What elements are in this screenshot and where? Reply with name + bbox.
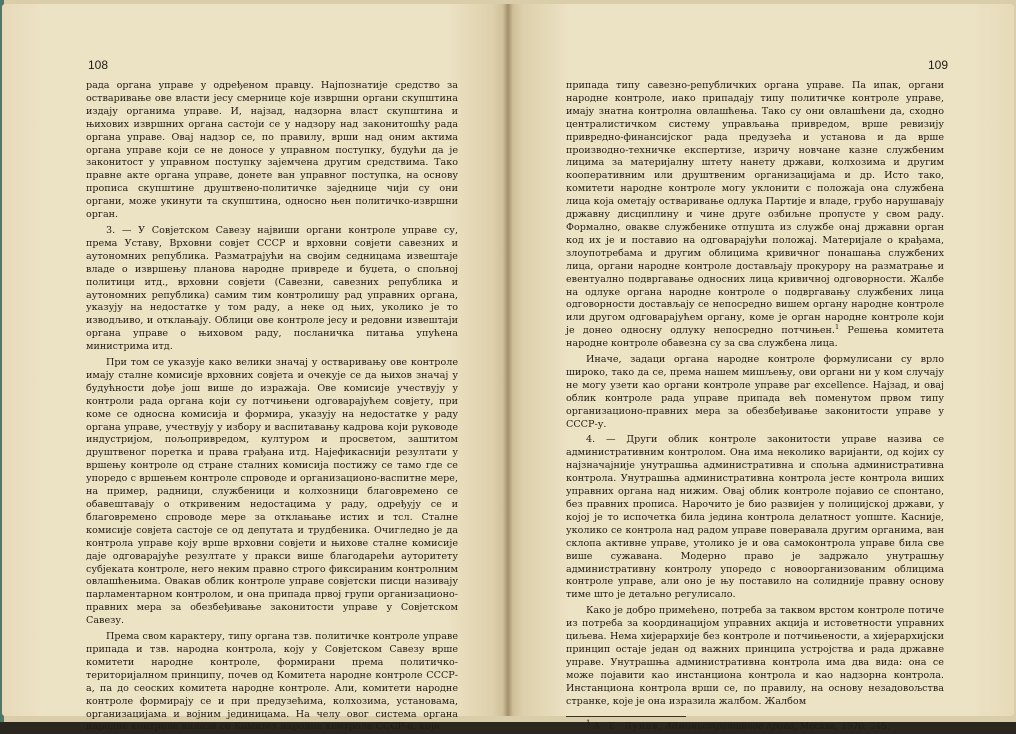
paragraph-text: припада типу савезно-републичких органа управе. Па ипак, органи народне контроле, иако припадају типу политичке контроле управе, имају знатна контролна овлашћења. Тако су они овлашћени да, сходно централистичком систему управљања привредом, врше ревизију привредно-финансијског рада предузећа и установа и да врше производно-техничке експертизе, изричу новчане казне службеним лицима за материјалну штету нанету држави, колхозима и другим кооперативним или друштвеним организацијама и др. Исто тако, комитети народне контроле могу уклонити с положаја она службена лица која ометају остваривање одлука Партије и владе, грубо нарушавају државну дисциплину и чине друге озбиљне пропусте у свом раду. Формално, овакве службенике отпушта из службе онај државни орган код их је и поставио на одговарајући положај. Материјале о крађама, злоупотребама и другим облицима кривичног понашања службених лица, органи народне контроле достављају прокурору на разматрање и евентуално подвргавање односних лица кривичној одговорности. Жалбе на одлуке органа народне контроле о подвргавању службених лица одговорности достављају се непосредно вишем органу народне контроле или другом одговарајућем органу, коме је орган народне контроле који је донео односну одлуку непосредно потчињен.	[566, 80, 944, 337]
footnote-rest: Москва, 1970, 245.	[799, 721, 890, 732]
footnote-divider	[566, 716, 686, 717]
footnote-mark: 1	[586, 718, 591, 727]
paragraph: При том се указује како велики значај у остваривању ове контроле имају сталне комисије врховних совјета и очекује се да њихов значај у будућности дође још више до изражаја. Ове комисије учествују у контроли рада органа који су потчињени одговарајућем совјету, при коме се односна комисија и формира, указују на недостатке у раду органа управе, учествују у избору и васпитавању кадрова који руководе индустријом, пољопривредом, културом и просветом, заштитом друштвеног поретка и права грађана итд. Најефикаснији резултати у вршењу контроле од стране сталних комисија постижу се тамо где се упоредо с вршењем контроле спроводе и организационо-васпитне мере, на пример, радници, службеници и колхозници благовремено се обавештавају о откривеним недостацима у раду, одређују се и благовремено спроводе мере за отклањање истих и тсл. Сталне комисије совјета састоје се од депутата и трудбеника. Очигледно је да контрола управе коју врше врховни совјети и њихове сталне комисије даје одговарајуће резултате у пракси више благодарећи ауторитету субјеката контроле, него неким правно строго фиксираним контролним овлашћењима. Овакав облик контроле управе совјетски писци називају парламентарном контролом, и она припада првој групи организационо-правних мера за обезбеђивање законитости управе у Совјетском Савезу.	[86, 357, 458, 627]
paragraph: Према свом карактеру, типу органа тзв. политичке контроле управе припада и тзв. народна контрола, коју у Совјетском Савезу врше комитети народне контроле, формирани према политичко-територијалном принципу, почев од Комитета народне контроле СССР-а, па до сеоских комитета народне контроле. Али, комитети народне контроле формирају се и при предузећима, колхозима, установама, организацијама и војним јединицама. На челу овог система органа народне контроле налази се Комитет народне контроле СССР-а, који	[86, 631, 458, 733]
paragraph: Како је добро примећено, потреба за таквом врстом контроле потиче из потреба за координацијом управних акција и истоветности управних циљева. Нема хијерархије без контроле и потчињености, а хијерархијски принцип остаје један од важних принципа устројства и рада државне управе. Унутрашња административна контрола има два вида: она се може појавити као инстанциона контрола и као надзорна контрола. Инстанциона контрола врши се, по правилу, на основу незадовољства странке, које је она изразила жалбом. Жалбом	[566, 605, 944, 707]
paragraph: Иначе, задаци органа народне контроле формулисани су врло широко, тако да се, према нашем мишљењу, ови органи ни у ком случају не могу узети као органи контроле управе par excellence. Најзад, и овај облик контроле рада управе припада већ поменутом првом типу организационо-правних мера за обезбеђивање законитости управе у СССР-у.	[566, 354, 944, 430]
left-page-text	[86, 80, 458, 734]
paragraph: рада органа управе у одређеном правцу. Најпознатије средство за остваривање ове власти јесу смернице које извршни органи скупштина издају органима управе. И, најзад, надзорна власт скупштина и њихових извршних органа састоји се у надзору над законитошћу рада органа управе. Овај надзор се, по правилу, врши над оним актима органа управе који се не доносе у управном поступку, будући да је законитост у управном поступку зајемчена другим средствима. Тако правне акте органа управе, донете ван управног поступка, на основу прописа скупштине друштвено-политичке заједнице чији су они органи, може укинути та скупштина, односно њен политичко-извршни орган.	[86, 80, 458, 221]
footnote	[566, 718, 944, 733]
paragraph-tail: Решења комитета народне контроле обавезна су за сва службена лица.	[566, 325, 944, 350]
footnote-reference[interactable]: 1	[834, 323, 840, 332]
paragraph: 3. — У Совјетском Савезу највиши органи контроле управе су, према Уставу, Врховни совјет СССР и врховни совјети савезних и аутономних република. Разматрајући на својим седницама извештаје владе о извршењу планова народне привреде и буџета, о спољној политици итд., врховни совјети (Савезни, савезних република и аутономних република) самим тим контролишу рад управних органа, указују на недостатке у том раду, а неке од њих, уколико је то изводљиво, и отклањају. Облици ове контроле јесу и редовни извештаји органа управе о њиховом раду, посланичка питања упућена министрима итд.	[86, 224, 458, 353]
page-number: 108	[88, 58, 109, 72]
footnote-work: Административное право,	[665, 721, 797, 732]
paragraph: 4. — Други облик контроле законитости управе назива се административним контролом. Она има неколико варијанти, од којих су најзначајније унутрашња административна и спољна административна контрола. Унутрашња административна контрола јесте контрола виших управних органа над нижим. Овај облик контроле појавио се спонтано, без правних прописа. Нарочито је био развијен у полицијској држави, у којој је то испочетка била једина контрола делатност уопште. Касније, уколико се контрола над радом управе поверавала другим органима, ван склопа активне управе, утолико је и ова самоконтрола управе била све више сужавана. Модерно право је задржало унутрашњу административну контролу упоредо с новоорганизованим облицима контроле управе, али оно је њу поставило на солидније правну основу тиме што је детаљно регулисало.	[566, 434, 944, 601]
paragraph	[566, 80, 944, 351]
footnote-author: А. Е. Лунев,	[593, 721, 663, 732]
page-number: 109	[927, 58, 948, 72]
right-page-text	[566, 80, 944, 733]
left-page	[2, 4, 508, 733]
right-page	[508, 4, 1014, 732]
